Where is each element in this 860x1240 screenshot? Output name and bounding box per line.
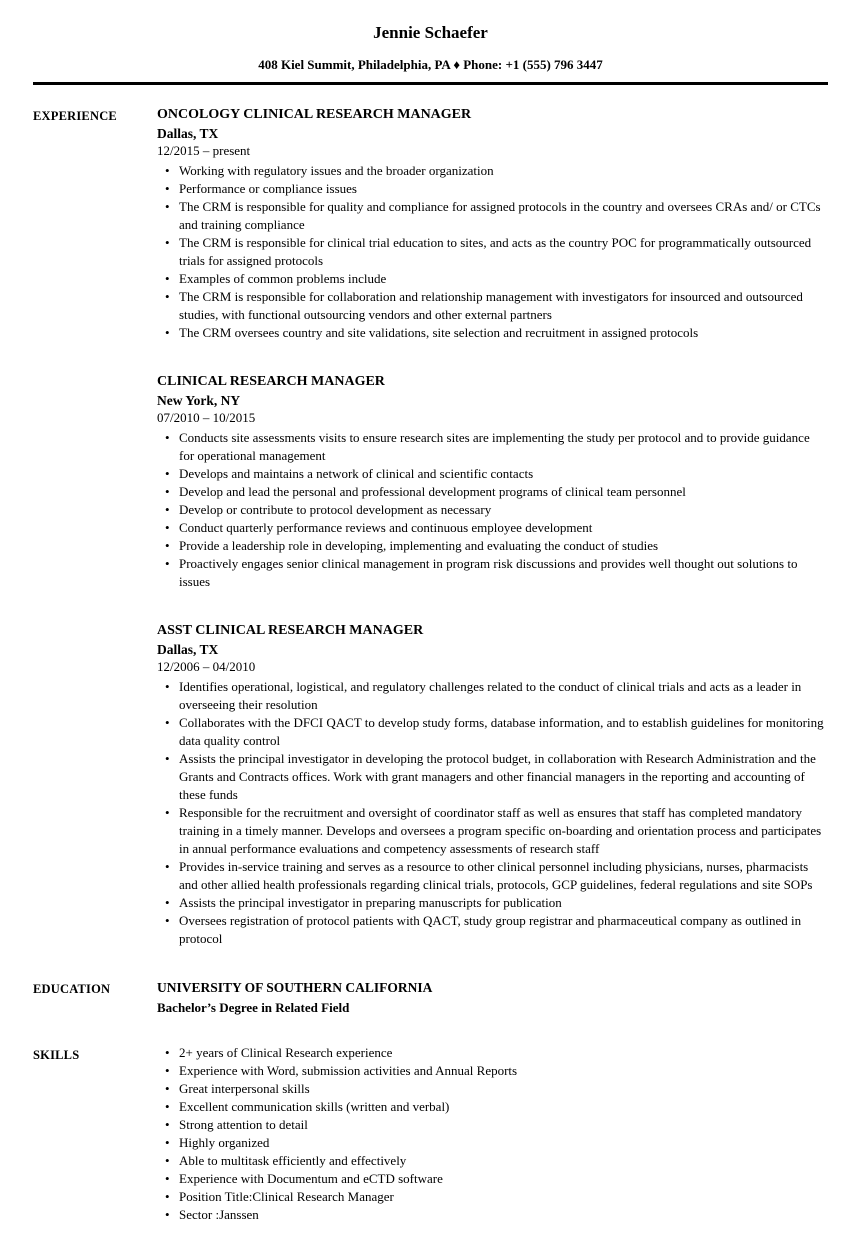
education-section-label: EDUCATION xyxy=(33,982,111,996)
job-bullet-item: • Develop and lead the personal and professional development programs of clinical team personnel xyxy=(157,483,828,501)
job-bullet-item: • The CRM oversees country and site validations, site selection and recruitment in assigned protocols xyxy=(157,324,828,342)
resume-header xyxy=(33,22,828,85)
skill-bullet-item: • 2+ years of Clinical Research experience xyxy=(157,1044,828,1062)
job-title: ONCOLOGY CLINICAL RESEARCH MANAGER xyxy=(157,107,472,122)
skill-bullet-item: • Position Title:Clinical Research Manager xyxy=(157,1188,828,1206)
job-bullet-item: • Develops and maintains a network of clinical and scientific contacts xyxy=(157,465,828,483)
degree-name: Bachelor’s Degree in Related Field xyxy=(157,1000,350,1015)
school-name: UNIVERSITY OF SOUTHERN CALIFORNIA xyxy=(157,980,433,995)
education-section xyxy=(33,978,828,1018)
job-entry xyxy=(157,621,828,948)
experience-content xyxy=(157,105,828,948)
education-content xyxy=(157,978,828,1018)
skill-bullet-item: • Excellent communication skills (written and verbal) xyxy=(157,1098,828,1116)
job-location: New York, NY xyxy=(157,393,241,408)
job-entry xyxy=(157,372,828,591)
header-divider xyxy=(33,82,828,85)
skill-bullet-item: • Highly organized xyxy=(157,1134,828,1152)
job-bullet-item: • Assists the principal investigator in preparing manuscripts for publication xyxy=(157,894,828,912)
job-bullet-list xyxy=(157,429,828,591)
job-title: CLINICAL RESEARCH MANAGER xyxy=(157,374,385,389)
skill-bullet-item: • Experience with Word, submission activities and Annual Reports xyxy=(157,1062,828,1080)
job-bullet-list xyxy=(157,162,828,342)
job-dates: 07/2010 – 10/2015 xyxy=(157,410,256,425)
contact-line: 408 Kiel Summit, Philadelphia, PA ♦ Phone: +1 (555) 796 3447 xyxy=(258,57,603,72)
job-bullet-item: • Examples of common problems include xyxy=(157,270,828,288)
job-title: ASST CLINICAL RESEARCH MANAGER xyxy=(157,623,424,638)
job-dates: 12/2006 – 04/2010 xyxy=(157,659,256,674)
job-location: Dallas, TX xyxy=(157,126,219,141)
skills-section xyxy=(33,1044,828,1224)
job-dates: 12/2015 – present xyxy=(157,143,251,158)
skill-bullet-item: • Strong attention to detail xyxy=(157,1116,828,1134)
skills-section-label: SKILLS xyxy=(33,1048,80,1062)
job-bullet-item: • Proactively engages senior clinical management in program risk discussions and provides well thought out solutions to issues xyxy=(157,555,828,591)
job-bullet-item: • The CRM is responsible for collaboration and relationship management with investigators for insourced and outsourced studies, with functional outsourcing vendors and other external partners xyxy=(157,288,828,324)
job-bullet-item: • Develop or contribute to protocol development as necessary xyxy=(157,501,828,519)
experience-section-label: EXPERIENCE xyxy=(33,109,117,123)
job-location: Dallas, TX xyxy=(157,642,219,657)
job-bullet-item: • Conduct quarterly performance reviews and continuous employee development xyxy=(157,519,828,537)
job-bullet-item: • Performance or compliance issues xyxy=(157,180,828,198)
job-bullet-item: • Collaborates with the DFCI QACT to develop study forms, database information, and to establish guidelines for monitoring data quality control xyxy=(157,714,828,750)
job-entry xyxy=(157,105,828,342)
skill-bullet-item: • Sector :Janssen xyxy=(157,1206,828,1224)
person-name: Jennie Schaefer xyxy=(373,23,488,42)
job-bullet-item: • Conducts site assessments visits to ensure research sites are implementing the study per protocol and to provide guidance for operational management xyxy=(157,429,828,465)
skills-content xyxy=(157,1044,828,1224)
experience-section xyxy=(33,105,828,948)
job-bullet-item: • Assists the principal investigator in developing the protocol budget, in collaboration with Research Administration and the Grants and Contracts offices. Work with grant managers and other financial managers in the reporting and accounting of these funds xyxy=(157,750,828,804)
job-bullet-item: • Responsible for the recruitment and oversight of coordinator staff as well as ensures that staff has completed mandatory training in a timely manner. Develops and oversees a program specific on-boarding and orientation process and participates in annual performance evaluations and competency assessments of research staff xyxy=(157,804,828,858)
skill-bullet-item: • Great interpersonal skills xyxy=(157,1080,828,1098)
skills-bullet-list xyxy=(157,1044,828,1224)
job-bullet-item: • Provide a leadership role in developing, implementing and evaluating the conduct of studies xyxy=(157,537,828,555)
job-bullet-item: • Working with regulatory issues and the broader organization xyxy=(157,162,828,180)
job-bullet-item: • Oversees registration of protocol patients with QACT, study group registrar and pharmaceutical company as outlined in protocol xyxy=(157,912,828,948)
job-bullet-item: • Provides in-service training and serves as a resource to other clinical personnel including physicians, nurses, pharmacists and other allied health professionals regarding clinical trials, protocols, GCP guidelines, federal regulations and site SOPs xyxy=(157,858,828,894)
skill-bullet-item: • Experience with Documentum and eCTD software xyxy=(157,1170,828,1188)
job-bullet-item: • Identifies operational, logistical, and regulatory challenges related to the conduct of clinical trials and acts as a leader in overseeing their resolution xyxy=(157,678,828,714)
job-bullet-item: • The CRM is responsible for clinical trial education to sites, and acts as the country POC for programmatically outsourced trials for assigned protocols xyxy=(157,234,828,270)
job-bullet-item: • The CRM is responsible for quality and compliance for assigned protocols in the country and oversees CRAs and/ or CTCs and training compliance xyxy=(157,198,828,234)
job-bullet-list xyxy=(157,678,828,948)
skill-bullet-item: • Able to multitask efficiently and effectively xyxy=(157,1152,828,1170)
